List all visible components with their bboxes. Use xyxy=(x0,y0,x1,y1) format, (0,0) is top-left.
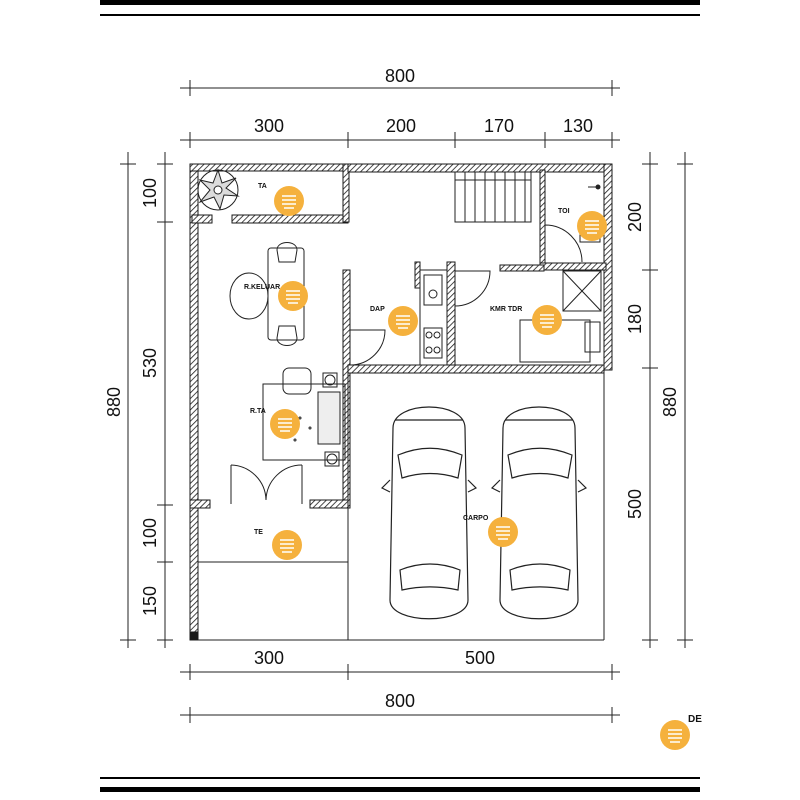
dim-top-seg-4: 130 xyxy=(562,116,594,136)
room-label-kmr-tidur: KMR TDR xyxy=(490,306,523,313)
interior-doors xyxy=(350,225,582,365)
front-door-icon xyxy=(231,465,302,504)
room-label-teras: TE xyxy=(254,529,263,536)
room-label-taman: TA xyxy=(258,183,267,190)
dim-left-seg-4: 150 xyxy=(140,585,160,617)
walls xyxy=(190,164,612,640)
room-label-carport: CARPO xyxy=(463,515,489,522)
dim-top-seg-3: 170 xyxy=(483,116,515,136)
dim-left-seg-1: 100 xyxy=(140,177,160,209)
dim-right-seg-3: 500 xyxy=(625,488,645,520)
dim-top-total: 800 xyxy=(384,66,416,86)
dim-top-seg-2: 200 xyxy=(385,116,417,136)
dim-right-seg-2: 180 xyxy=(625,303,645,335)
dim-left-seg-2: 530 xyxy=(140,347,160,379)
kitchen-counter-icon xyxy=(420,270,447,365)
annotation-marker-dapur[interactable] xyxy=(388,306,418,336)
annotation-marker-teras[interactable] xyxy=(272,530,302,560)
plant-icon xyxy=(198,170,238,210)
room-label-denah: DE xyxy=(688,714,702,725)
annotation-marker-kmr-tidur[interactable] xyxy=(532,305,562,335)
annotation-marker-taman[interactable] xyxy=(274,186,304,216)
dim-bottom-seg-1: 300 xyxy=(253,648,285,668)
car-left-icon xyxy=(382,407,476,619)
dim-left-seg-3: 100 xyxy=(140,517,160,549)
staircase xyxy=(455,172,531,222)
dim-left-total: 880 xyxy=(104,386,124,418)
room-label-r-keluarga: R.KELUAR xyxy=(244,284,281,291)
annotation-marker-r-keluarga[interactable] xyxy=(278,281,308,311)
room-label-r-tamu: R.TA xyxy=(250,408,266,415)
dim-top-seg-1: 300 xyxy=(253,116,285,136)
dim-bottom-total: 800 xyxy=(384,691,416,711)
dim-right-seg-1: 200 xyxy=(625,201,645,233)
dim-right-total: 880 xyxy=(660,386,680,418)
annotation-marker-carport[interactable] xyxy=(488,517,518,547)
room-label-toilet: TOI xyxy=(558,208,570,215)
annotation-marker-denah[interactable] xyxy=(660,720,690,750)
car-right-icon xyxy=(492,407,586,619)
dim-bottom-seg-2: 500 xyxy=(464,648,496,668)
room-label-dapur: DAP xyxy=(370,306,385,313)
annotation-marker-r-tamu[interactable] xyxy=(270,409,300,439)
annotation-marker-toilet[interactable] xyxy=(577,211,607,241)
